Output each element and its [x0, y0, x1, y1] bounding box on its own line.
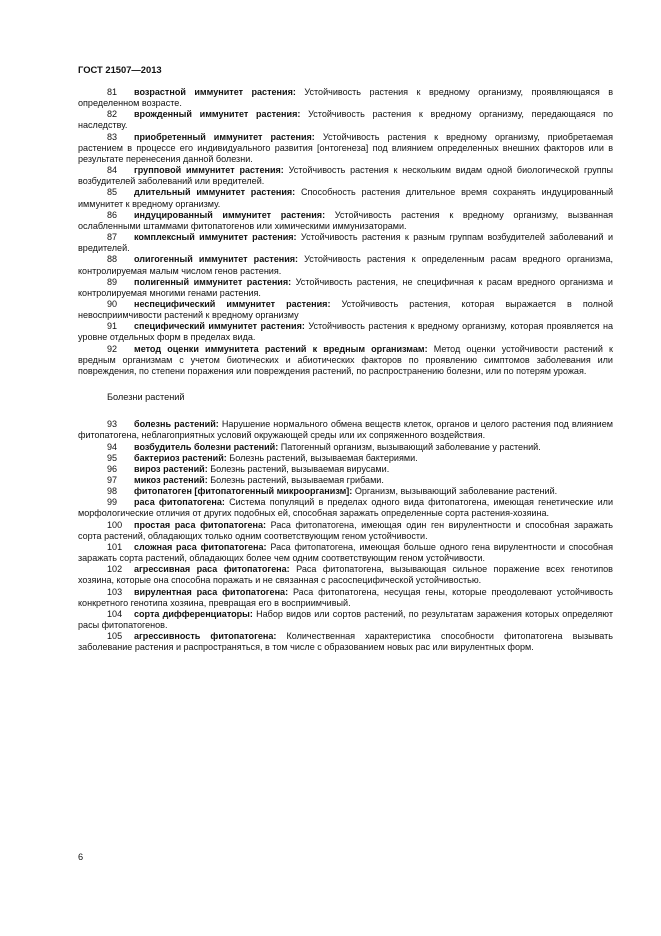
term-entry — [78, 475, 613, 486]
entry-definition: Система популяций в пределах одного вида фитопатогена, имеющая генетические или морфологические отличия от других подобных ей, способная заражать определенные сорта растения-хозяина. — [78, 497, 614, 519]
entry-number: 102 — [107, 564, 123, 575]
entry-number: 83 — [107, 131, 118, 142]
term-entry — [78, 165, 613, 187]
term-entry — [78, 542, 613, 564]
entry-definition: Болезнь растений, вызываемая вирусами. — [210, 463, 390, 474]
term-entry — [78, 631, 613, 653]
term-entry — [78, 321, 613, 343]
entry-term: неспецифический иммунитет растения: — [134, 298, 331, 309]
entry-definition: Устойчивость растения к вредному организму, вызванная ослабленными штаммами фитопатогенов или химическими иммунизаторами. — [78, 209, 613, 231]
entries-immunity-list — [78, 87, 613, 377]
entry-term: метод оценки иммунитета растений к вредным организмам: — [134, 343, 428, 354]
entry-definition: Устойчивость растения к вредному организму, проявляющаяся в определенном возрасте. — [78, 87, 613, 109]
entry-term: возрастной иммунитет растения: — [134, 87, 296, 97]
entry-term: групповой иммунитет растения: — [134, 165, 284, 176]
entry-definition: Раса фитопатогена, вызывающая сильное поражение всех генотипов хозяина, которые она способна поражать и не связанная с расоспецифической устойчивостью. — [78, 564, 613, 586]
entry-number: 101 — [107, 541, 123, 552]
term-entry — [78, 277, 613, 299]
entry-number: 98 — [107, 486, 118, 497]
entry-term: индуцированный иммунитет растения: — [134, 209, 326, 220]
term-entry — [78, 464, 613, 475]
entry-definition: Количественная характеристика способности фитопатогена вызывать заболевание растения и распространяться, в том числе с образованием новых рас или вирулентных форм. — [78, 631, 613, 653]
entry-term: возбудитель болезни растений: — [134, 441, 279, 452]
entry-term: болезнь растений: — [134, 419, 219, 430]
entry-definition: Набор видов или сортов растений, по результатам заражения которых определяют расы фитопатогенов. — [78, 608, 613, 631]
entry-term: микоз растений: — [134, 475, 208, 485]
entry-number: 90 — [107, 298, 118, 309]
document-body — [78, 87, 613, 654]
term-entry — [78, 187, 613, 209]
entry-number: 105 — [107, 631, 123, 642]
term-entry — [78, 254, 613, 276]
entry-definition: Способность растения длительное время сохранять индуцированный иммунитет к вредному организму. — [78, 187, 613, 209]
entry-number: 95 — [107, 452, 118, 463]
entry-term: раса фитопатогена: — [134, 497, 225, 508]
entry-number: 92 — [107, 343, 118, 354]
entry-number: 85 — [107, 187, 118, 198]
term-entry — [78, 87, 613, 109]
entry-definition: Устойчивость растения к вредному организму, передающаяся по наследству. — [78, 109, 614, 131]
entry-number: 91 — [107, 321, 118, 332]
entry-term: фитопатоген [фитопатогенный микроорганизм]: — [134, 486, 353, 497]
term-entry — [78, 132, 613, 165]
term-entry — [78, 109, 613, 131]
entry-definition: Устойчивость растения к определенным расам вредного организма, контролируемая малым числом генов растения. — [78, 254, 613, 276]
entry-definition: Патогенный организм, вызывающий заболевание у растений. — [280, 441, 541, 452]
entry-term: длительный иммунитет растения: — [134, 187, 296, 198]
entry-term: агрессивность фитопатогена: — [134, 631, 277, 642]
entry-number: 82 — [107, 109, 118, 120]
entry-term: агрессивная раса фитопатогена: — [134, 564, 290, 575]
entry-number: 87 — [107, 232, 118, 243]
entry-term: вирулентная раса фитопатогена: — [134, 586, 289, 597]
term-entry — [78, 520, 613, 542]
term-entry — [78, 609, 613, 631]
entry-number: 103 — [107, 586, 123, 597]
entry-definition: Болезнь растений, вызываемая грибами. — [210, 475, 384, 485]
entry-definition: Нарушение нормального обмена веществ клеток, органов и целого растения под влиянием фитопатогена, неблагоприятных условий окружающей среды или их сопряженного воздействия. — [78, 419, 613, 441]
entry-term: полигенный иммунитет растения: — [134, 276, 292, 287]
entry-definition: Болезнь растений, вызываемая бактериями. — [229, 452, 418, 463]
entry-term: комплексный иммунитет растения: — [134, 232, 297, 243]
entry-term: врожденный иммунитет растения: — [134, 109, 301, 120]
entry-term: приобретенный иммунитет растения: — [134, 131, 315, 142]
term-entry — [78, 453, 613, 464]
entry-definition: Раса фитопатогена, несущая гены, которые преодолевают устойчивость конкретного генотипа хозяина, превращая его в восприимчивый. — [78, 586, 613, 608]
term-entry — [78, 564, 613, 586]
entry-number: 96 — [107, 463, 118, 474]
entry-number: 84 — [107, 165, 118, 176]
entry-number: 94 — [107, 441, 118, 452]
term-entry — [78, 587, 613, 609]
entry-definition: Раса фитопатогена, имеющая больше одного гена вирулентности и способная заражать сорта растений, обладающих более чем одним соответствующим геном устойчивости. — [78, 541, 613, 564]
entry-definition: Организм, вызывающий заболевание растений. — [354, 486, 558, 497]
term-entry — [78, 299, 613, 321]
entries-diseases-list — [78, 419, 613, 653]
entry-number: 97 — [107, 475, 118, 485]
entry-number: 100 — [107, 519, 123, 530]
entry-term: сложная раса фитопатогена: — [134, 541, 267, 552]
entry-number: 81 — [107, 87, 118, 97]
term-entry — [78, 419, 613, 441]
entry-term: бактериоз растений: — [134, 452, 227, 463]
entry-term: олигогенный иммунитет растения: — [134, 254, 299, 265]
term-entry — [78, 344, 613, 377]
entry-number: 104 — [107, 608, 123, 619]
entry-definition: Устойчивость растения к вредному организму, приобретаемая растением в процессе его индивидуального развития [онтогенеза] под влиянием определенных внешних факторов или в результате перенесения данной болезни. — [78, 131, 613, 164]
document-code: ГОСТ 21507—2013 — [78, 64, 162, 75]
entry-definition: Устойчивость растения, которая выражается в полной невосприимчивости растений к вредному организму — [78, 298, 614, 321]
section-title: Болезни растений — [107, 392, 185, 403]
entry-term: специфический иммунитет растения: — [134, 321, 305, 332]
term-entry — [78, 497, 613, 519]
term-entry — [78, 232, 613, 254]
entry-definition: Раса фитопатогена, имеющая один ген вирулентности и способная заражать сорта растений, обладающих только одним соответствующим геном устойчивости. — [78, 519, 613, 541]
page-number: 6 — [78, 852, 84, 862]
entry-term: простая раса фитопатогена: — [134, 519, 267, 530]
entry-term: вироз растений: — [134, 463, 208, 474]
entry-definition: Устойчивость растения, не специфичная к расам вредного организма и контролируемая многими генами растения. — [78, 276, 613, 298]
entry-number: 89 — [107, 276, 118, 287]
entry-definition: Метод оценки устойчивости растений к вредным организмам с учетом биотических и абиотических факторов по проявлению симптомов заболевания или повреждения, по степени поражения или повреждения растений, по распространению болезни, или по потерям урожая. — [78, 343, 613, 376]
entry-number: 86 — [107, 209, 118, 220]
entry-number: 93 — [107, 419, 118, 430]
entry-number: 99 — [107, 497, 118, 508]
term-entry — [78, 210, 613, 232]
entry-number: 88 — [107, 254, 118, 265]
entry-definition: Устойчивость растения к разным группам возбудителей заболеваний и вредителей. — [78, 232, 614, 254]
term-entry — [78, 442, 613, 453]
term-entry — [78, 486, 613, 497]
entry-term: сорта дифференциаторы: — [134, 608, 253, 619]
entry-definition: Устойчивость растения к нескольким видам одной биологической группы возбудителей заболеваний или вредителей. — [78, 165, 614, 187]
entry-definition: Устойчивость растения к вредному организму, которая проявляется на уровне отдельных форм в пределах вида. — [78, 321, 614, 343]
